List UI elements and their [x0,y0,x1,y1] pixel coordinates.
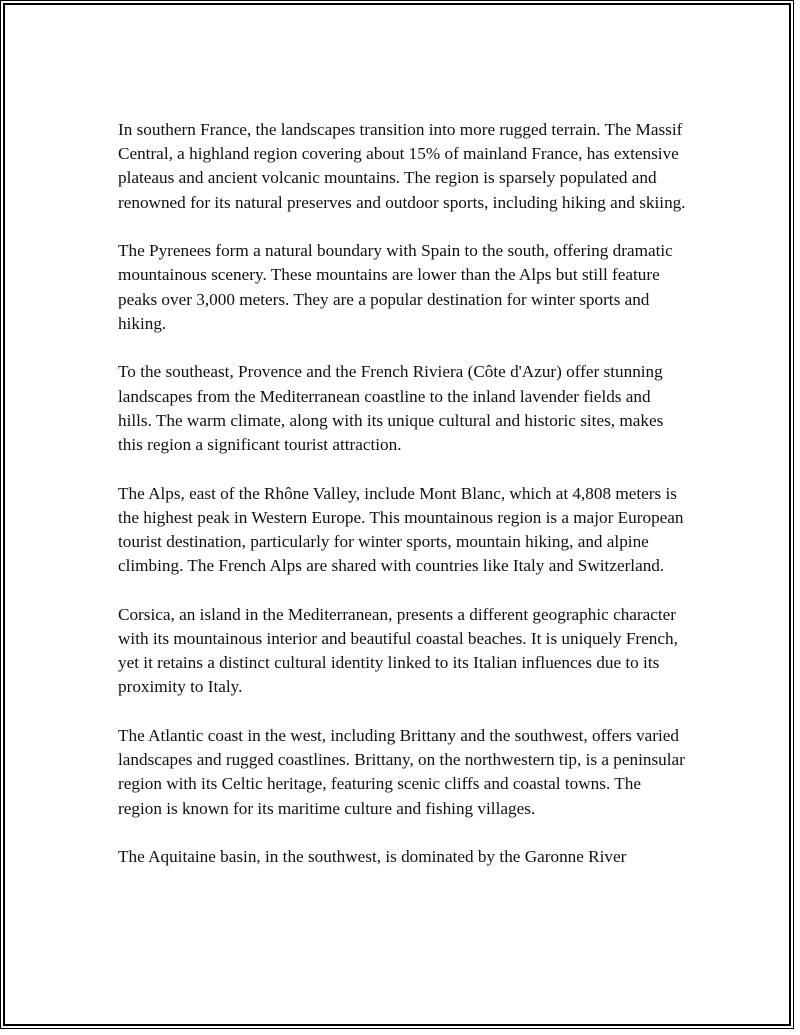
paragraph-pyrenees: The Pyrenees form a natural boundary with Spain to the south, offering dramatic mountainous scenery. These mountains are lower than the Alps but still feature peaks over 3,000 meters. They are a popular destination for winter sports and hiking. [118,241,673,333]
paragraph-alps: The Alps, east of the Rhône Valley, include Mont Blanc, which at 4,808 meters is the highest peak in Western Europe. This mountainous region is a major European tourist destination, particularly for winter sports, mountain hiking, and alpine climbing. The French Alps are shared with countries like Italy and Switzerland. [118,483,684,576]
paragraph-provence-riviera: To the southeast, Provence and the French Riviera (Côte d'Azur) offer stunning landscapes from the Mediterranean coastline to the inland lavender fields and hills. The warm climate, along with its unique cultural and historic sites, makes this region a significant tourist attraction. [118,362,664,455]
paragraph-atlantic-coast: The Atlantic coast in the west, including Brittany and the southwest, offers varied landscapes and rugged coastlines. Brittany, on the northwestern tip, is a peninsular region with its Celtic heritage, featuring scenic cliffs and coastal towns. The region is known for its maritime culture and fishing villages. [118,726,685,818]
paragraph-massif-central: In southern France, the landscapes transition into more rugged terrain. The Massif Central, a highland region covering about 15% of mainland France, has extensive plateaus and ancient volcanic mountains. The region is sparsely populated and renowned for its natural preserves and outdoor sports, including hiking and skiing. [118,120,686,212]
document-body [118,118,688,894]
paragraph-aquitaine-basin: The Aquitaine basin, in the southwest, is dominated by the Garonne River [118,847,627,867]
paragraph-corsica: Corsica, an island in the Mediterranean, presents a different geographic character with its mountainous interior and beautiful coastal beaches. It is uniquely French, yet it retains a distinct cultural identity linked to its Italian influences due to its proximity to Italy. [118,604,678,697]
